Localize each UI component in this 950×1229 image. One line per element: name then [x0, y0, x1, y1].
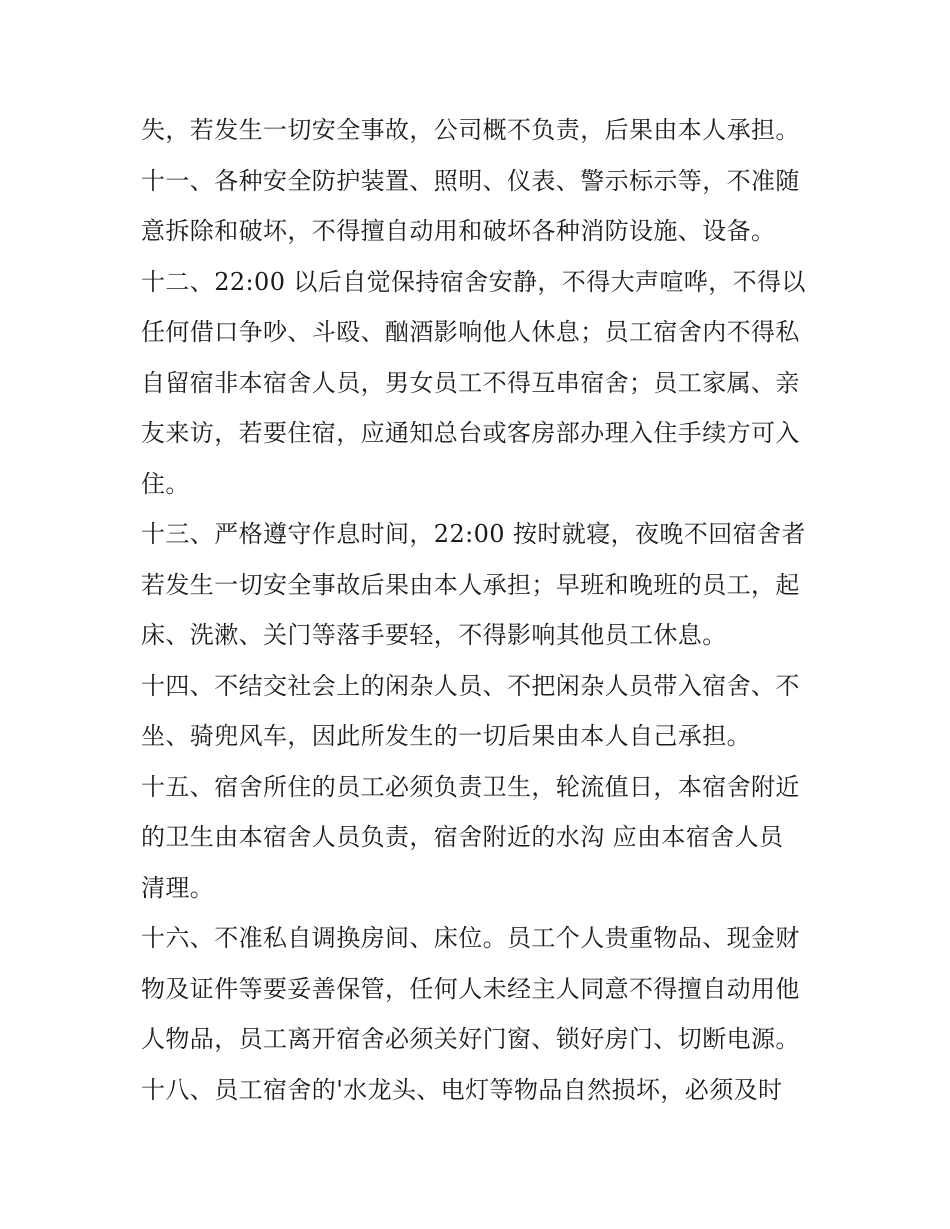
- text-line: 清理。: [141, 874, 215, 902]
- text-line: 十三、严格遵守作息时间，22:00 按时就寝，夜晚不回宿舍者: [141, 520, 806, 548]
- text-line: 十八、员工宿舍的'水龙头、电灯等物品自然损坏，必须及时: [141, 1076, 783, 1104]
- text-line: 意拆除和破坏，不得擅自动用和破坏各种消防设施、设备。: [141, 217, 776, 245]
- text-line: 床、洗漱、关门等落手要轻，不得影响其他员工休息。: [141, 621, 727, 649]
- text-line: 人物品，员工离开宿舍必须关好门窗、锁好房门、切断电源。: [141, 1025, 800, 1053]
- text-line: 十四、不结交社会上的闲杂人员、不把闲杂人员带入宿舍、不: [141, 672, 800, 700]
- text-line: 十二、22:00 以后自觉保持宿舍安静，不得大声喧哗，不得以: [141, 268, 806, 296]
- text-line: 失，若发生一切安全事故，公司概不负责，后果由本人承担。: [141, 116, 800, 144]
- text-line: 友来访，若要住宿，应通知总台或客房部办理入住手续方可入: [141, 419, 800, 447]
- text-line: 十六、不准私自调换房间、床位。员工个人贵重物品、现金财: [141, 924, 800, 952]
- text-line: 物及证件等要妥善保管，任何人未经主人同意不得擅自动用他: [141, 975, 800, 1003]
- text-line: 任何借口争吵、斗殴、酗酒影响他人休息；员工宿舍内不得私: [141, 318, 800, 346]
- text-line: 若发生一切安全事故后果由本人承担；早班和晚班的员工，起: [141, 571, 800, 599]
- text-line: 坐、骑兜风车，因此所发生的一切后果由本人自己承担。: [141, 722, 751, 750]
- text-line: 十五、宿舍所住的员工必须负责卫生，轮流值日，本宿舍附近: [141, 773, 800, 801]
- text-line: 十一、各种安全防护装置、照明、仪表、警示标示等，不准随: [141, 167, 800, 195]
- text-line: 自留宿非本宿舍人员，男女员工不得互串宿舍；员工家属、亲: [141, 369, 800, 397]
- text-line: 住。: [141, 470, 190, 498]
- text-line: 的卫生由本宿舍人员负责，宿舍附近的水沟 应由本宿舍人员: [141, 823, 784, 851]
